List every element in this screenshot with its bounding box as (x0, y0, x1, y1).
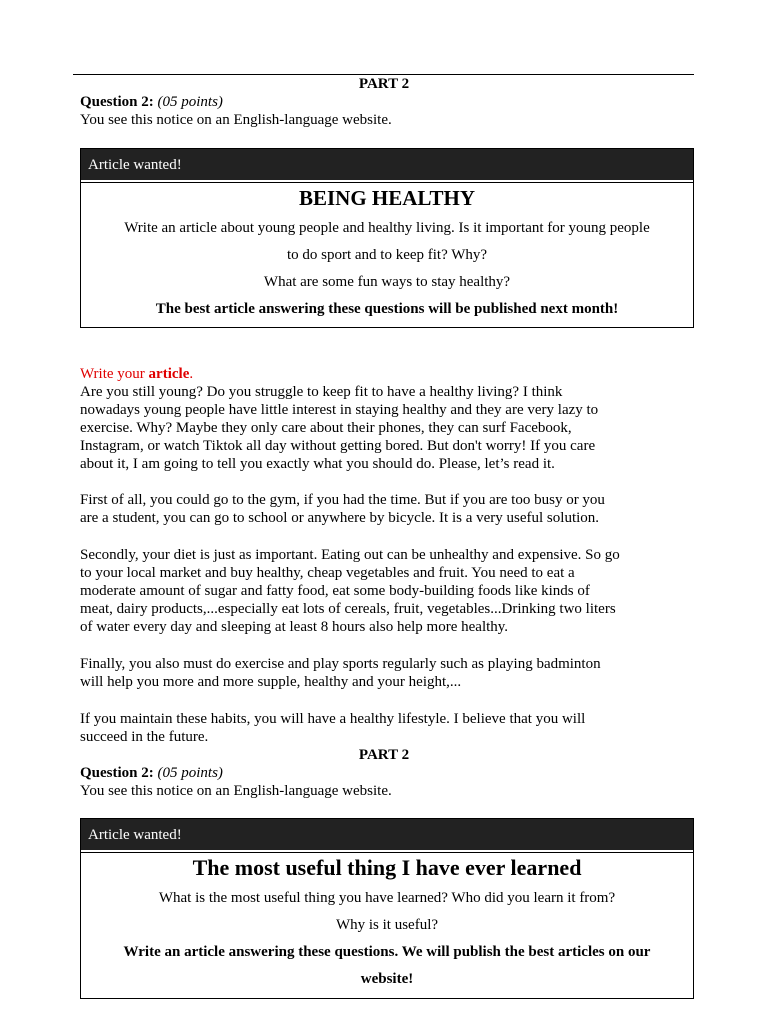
notice-line: What are some fun ways to stay healthy? (263, 274, 511, 290)
article-line: Finally, you also must do exercise and play sports regularly such as playing badminton (80, 656, 601, 672)
article-line: succeed in the future. (80, 729, 209, 745)
part-title: PART 2 (358, 747, 410, 763)
notice-bold-line: Write an article answering these questions. We will publish the best articles on our (123, 944, 651, 960)
notice-line: Write an article about young people and healthy living. Is it important for young people (124, 220, 650, 236)
notice-header: Article wanted! (81, 149, 693, 182)
notice-body (81, 182, 693, 323)
article-line: nowadays young people have little interest in staying healthy and they are very lazy to (80, 402, 599, 418)
notice-title: BEING HEALTHY (298, 186, 476, 210)
question-heading (80, 93, 223, 111)
notice-body (81, 852, 693, 993)
article-paragraph (80, 383, 692, 473)
article-line: exercise. Why? Maybe they only care about their phones, they can surf Facebook, (80, 420, 572, 436)
notice-line: Why is it useful? (335, 917, 439, 933)
article-line: of water every day and sleeping at least 8 hours also help more healthy. (80, 619, 509, 635)
article-paragraph (80, 655, 692, 691)
notice-bold-line: The best article answering these questions will be published next month! (155, 301, 619, 317)
notice-box (80, 148, 694, 328)
article-line: to your local market and buy healthy, cheap vegetables and fruit. You need to eat a (80, 565, 575, 581)
question-intro: You see this notice on an English-language website. (80, 783, 392, 799)
question-points: (05 points) (157, 765, 223, 781)
write-instruction (80, 365, 193, 383)
article-line: meat, dairy products,...especially eat lots of cereals, fruit, vegetables...Drinking two liters (80, 601, 616, 617)
article-line: Are you still young? Do you struggle to keep fit to have a healthy living? I think (80, 384, 563, 400)
part-title: PART 2 (358, 76, 410, 92)
notice-line: What is the most useful thing you have learned? Who did you learn it from? (158, 890, 616, 906)
question-intro: You see this notice on an English-language website. (80, 112, 392, 128)
article-paragraph (80, 710, 692, 746)
article-line: about it, I am going to tell you exactly what you should do. Please, let’s read it. (80, 456, 555, 472)
article-line: moderate amount of sugar and fatty food, eat some body-building foods like kinds of (80, 583, 590, 599)
article-paragraph (80, 491, 692, 527)
article-line: are a student, you can go to school or anywhere by bicycle. It is a very useful solution. (80, 510, 600, 526)
article-line: Instagram, or watch Tiktok all day without getting bored. But don't worry! If you care (80, 438, 596, 454)
article-line: will help you more and more supple, healthy and your height,... (80, 674, 462, 690)
question-label: Question 2: (80, 94, 154, 110)
question-points: (05 points) (157, 94, 223, 110)
write-keyword: article (148, 366, 190, 382)
write-suffix: . (189, 366, 194, 382)
question-heading (80, 764, 223, 782)
article-line: First of all, you could go to the gym, if you had the time. But if you are too busy or you (80, 492, 605, 508)
article-paragraph (80, 546, 692, 636)
article-line: Secondly, your diet is just as important. Eating out can be unhealthy and expensive. So go (80, 547, 620, 563)
write-prefix: Write your (80, 366, 149, 382)
question-label: Question 2: (80, 765, 154, 781)
notice-header: Article wanted! (81, 819, 693, 852)
notice-box (80, 818, 694, 999)
article-line: If you maintain these habits, you will have a healthy lifestyle. I believe that you will (80, 711, 586, 727)
notice-title: The most useful thing I have ever learned (192, 855, 582, 880)
notice-line: to do sport and to keep fit? Why? (286, 247, 488, 263)
notice-bold-line: website! (360, 971, 414, 987)
